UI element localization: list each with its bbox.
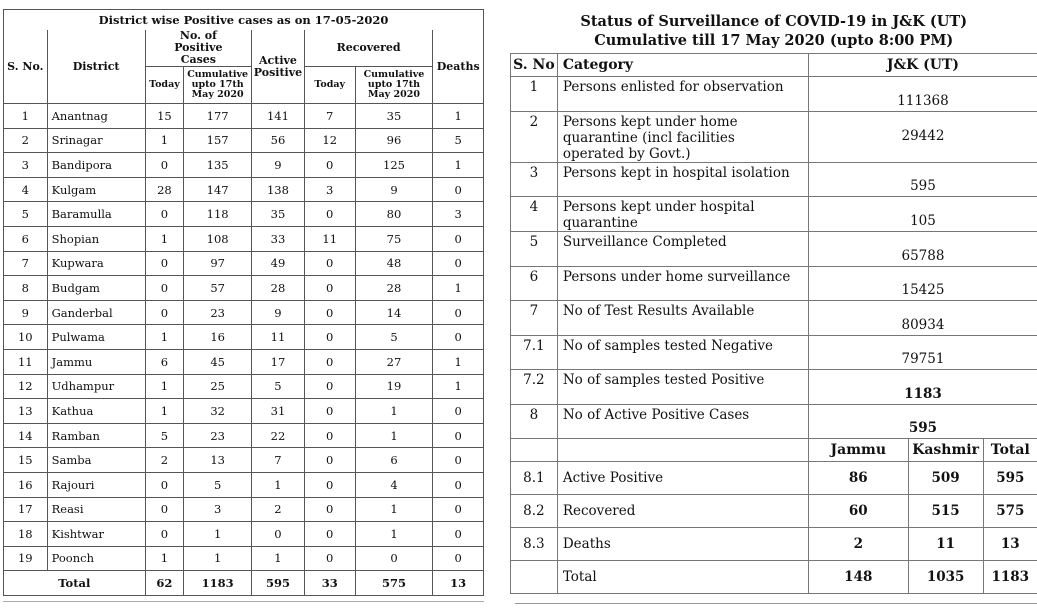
cell-today: 2 <box>145 448 184 473</box>
cell-sno: 10 <box>4 325 48 350</box>
cell-active: 22 <box>252 423 305 448</box>
cell-deaths: 0 <box>433 251 484 276</box>
header-jammu: Jammu <box>808 439 908 462</box>
list-item <box>511 197 1037 232</box>
row-sno: 4 <box>511 197 558 232</box>
cell-rec-today: 0 <box>304 374 355 399</box>
row-category: No of Test Results Available <box>557 301 808 336</box>
cell-rec-cum: 1 <box>355 423 433 448</box>
row-sno: 8 <box>511 404 558 439</box>
cell-district: Kupwara <box>47 251 145 276</box>
cell-deaths: 0 <box>433 423 484 448</box>
row-value: 595 <box>808 404 1037 439</box>
total-jammu: 148 <box>808 561 908 594</box>
cell-sno: 14 <box>4 423 48 448</box>
cell-today: 28 <box>145 177 184 202</box>
surveillance-title <box>511 9 1037 54</box>
table-row <box>4 325 484 350</box>
cell-district: Kishtwar <box>47 522 145 547</box>
cell-today: 0 <box>145 472 184 497</box>
header-rec-today: Today <box>304 67 355 104</box>
row-category: Persons enlisted for observation <box>557 77 808 112</box>
cell-district: Baramulla <box>47 202 145 227</box>
cell-active: 1 <box>252 546 305 571</box>
cell-district: Budgam <box>47 276 145 301</box>
row-category: No of samples tested Negative <box>557 335 808 370</box>
cell-rec-cum: 6 <box>355 448 433 473</box>
cell-rec-today: 0 <box>304 546 355 571</box>
blank-cell <box>511 561 558 594</box>
cell-active: 9 <box>252 300 305 325</box>
divider <box>515 603 1037 604</box>
cell-active: 11 <box>252 325 305 350</box>
row-value: 79751 <box>808 335 1037 370</box>
cell-rec-cum: 1 <box>355 522 433 547</box>
cell-sno: 9 <box>4 300 48 325</box>
list-item <box>511 370 1037 405</box>
total-active: 595 <box>252 571 305 596</box>
cell-today: 1 <box>145 546 184 571</box>
cell-deaths: 0 <box>433 177 484 202</box>
table-row <box>4 448 484 473</box>
blank-cell <box>511 439 558 462</box>
header-sno: S. No <box>511 54 558 77</box>
row-sno: 5 <box>511 232 558 267</box>
cell-active: 31 <box>252 399 305 424</box>
cell-active: 0 <box>252 522 305 547</box>
cell-today: 1 <box>145 374 184 399</box>
cell-district: Rajouri <box>47 472 145 497</box>
cell-active: 28 <box>252 276 305 301</box>
cell-rec-today: 11 <box>304 226 355 251</box>
cell-cumulative: 157 <box>184 128 252 153</box>
row-value: 595 <box>808 162 1037 197</box>
row-value: 65788 <box>808 232 1037 267</box>
cell-cumulative: 3 <box>184 497 252 522</box>
cell-jammu: 86 <box>808 462 908 495</box>
cell-today: 1 <box>145 226 184 251</box>
total-rec-today: 33 <box>304 571 355 596</box>
cell-sno: 17 <box>4 497 48 522</box>
cell-active: 1 <box>252 472 305 497</box>
row-category: Persons kept in hospital isolation <box>557 162 808 197</box>
row-category: Persons kept under home quarantine (incl facilities operated by Govt.) <box>557 111 808 162</box>
cell-sno: 13 <box>4 399 48 424</box>
row-value: 15425 <box>808 266 1037 301</box>
cell-deaths: 1 <box>433 104 484 129</box>
cell-district: Udhampur <box>47 374 145 399</box>
total-label: Total <box>557 561 808 594</box>
row-category: No of samples tested Positive <box>557 370 808 405</box>
cell-rec-today: 0 <box>304 448 355 473</box>
row-sno: 6 <box>511 266 558 301</box>
table-row <box>4 300 484 325</box>
cell-sno: 5 <box>4 202 48 227</box>
cell-rec-today: 0 <box>304 153 355 178</box>
cell-active: 33 <box>252 226 305 251</box>
cell-district: Pulwama <box>47 325 145 350</box>
total-today: 62 <box>145 571 184 596</box>
header-positive-cases: No. of Positive Cases <box>145 30 251 67</box>
row-sno: 1 <box>511 77 558 112</box>
header-sno: S. No. <box>4 30 48 104</box>
cell-total: 575 <box>983 495 1037 528</box>
cell-rec-cum: 48 <box>355 251 433 276</box>
list-item <box>511 335 1037 370</box>
row-category: Deaths <box>557 528 808 561</box>
cell-rec-cum: 80 <box>355 202 433 227</box>
cell-rec-cum: 14 <box>355 300 433 325</box>
cell-total: 13 <box>983 528 1037 561</box>
cell-cumulative: 177 <box>184 104 252 129</box>
total-row <box>511 561 1037 594</box>
cell-deaths: 1 <box>433 349 484 374</box>
cell-cumulative: 32 <box>184 399 252 424</box>
cell-active: 138 <box>252 177 305 202</box>
header-rec-cumulative: Cumulative upto 17th May 2020 <box>355 67 433 104</box>
row-category: Persons under home surveillance <box>557 266 808 301</box>
table-row <box>511 528 1037 561</box>
district-table-title: District wise Positive cases as on 17-05-2020 <box>4 10 484 31</box>
cell-rec-today: 0 <box>304 497 355 522</box>
row-sno: 3 <box>511 162 558 197</box>
header-district: District <box>47 30 145 104</box>
cell-active: 141 <box>252 104 305 129</box>
cell-deaths: 0 <box>433 472 484 497</box>
cell-deaths: 0 <box>433 497 484 522</box>
cell-active: 9 <box>252 153 305 178</box>
row-category: Recovered <box>557 495 808 528</box>
table-row <box>4 276 484 301</box>
table-row <box>4 202 484 227</box>
cell-cumulative: 23 <box>184 300 252 325</box>
cell-rec-cum: 5 <box>355 325 433 350</box>
cell-district: Anantnag <box>47 104 145 129</box>
row-sno: 7 <box>511 301 558 336</box>
total-row <box>4 571 484 596</box>
cell-sno: 6 <box>4 226 48 251</box>
row-category: Persons kept under hospital quarantine <box>557 197 808 232</box>
cell-cumulative: 118 <box>184 202 252 227</box>
cell-rec-cum: 75 <box>355 226 433 251</box>
cell-sno: 2 <box>4 128 48 153</box>
surveillance-title-line2: Cumulative till 17 May 2020 (upto 8:00 PM) <box>594 32 954 49</box>
row-value: 105 <box>808 197 1037 232</box>
cell-cumulative: 23 <box>184 423 252 448</box>
cell-rec-today: 0 <box>304 472 355 497</box>
cell-cumulative: 135 <box>184 153 252 178</box>
table-row <box>511 462 1037 495</box>
cell-sno: 11 <box>4 349 48 374</box>
cell-sno: 3 <box>4 153 48 178</box>
cell-sno: 4 <box>4 177 48 202</box>
cell-cumulative: 5 <box>184 472 252 497</box>
cell-today: 1 <box>145 128 184 153</box>
cell-rec-cum: 27 <box>355 349 433 374</box>
cell-today: 6 <box>145 349 184 374</box>
cell-district: Ramban <box>47 423 145 448</box>
header-jk-ut: J&K (UT) <box>808 54 1037 77</box>
cell-jammu: 60 <box>808 495 908 528</box>
cell-today: 0 <box>145 153 184 178</box>
blank-cell <box>557 439 808 462</box>
cell-rec-cum: 4 <box>355 472 433 497</box>
cell-cumulative: 97 <box>184 251 252 276</box>
total-total: 1183 <box>983 561 1037 594</box>
cell-rec-today: 0 <box>304 522 355 547</box>
cell-rec-cum: 96 <box>355 128 433 153</box>
cell-active: 2 <box>252 497 305 522</box>
cell-cumulative: 16 <box>184 325 252 350</box>
cell-kashmir: 509 <box>908 462 983 495</box>
row-value: 1183 <box>808 370 1037 405</box>
header-kashmir: Kashmir <box>908 439 983 462</box>
row-sno: 7.1 <box>511 335 558 370</box>
cell-active: 35 <box>252 202 305 227</box>
list-item <box>511 266 1037 301</box>
cell-district: Reasi <box>47 497 145 522</box>
total-cumulative: 1183 <box>184 571 252 596</box>
list-item <box>511 232 1037 267</box>
cell-deaths: 1 <box>433 153 484 178</box>
row-sno: 8.2 <box>511 495 558 528</box>
cell-sno: 1 <box>4 104 48 129</box>
table-row <box>4 104 484 129</box>
cell-district: Samba <box>47 448 145 473</box>
cell-rec-today: 3 <box>304 177 355 202</box>
cell-cumulative: 1 <box>184 546 252 571</box>
cell-rec-cum: 35 <box>355 104 433 129</box>
total-kashmir: 1035 <box>908 561 983 594</box>
cell-today: 1 <box>145 399 184 424</box>
cell-kashmir: 515 <box>908 495 983 528</box>
cell-sno: 12 <box>4 374 48 399</box>
cell-sno: 18 <box>4 522 48 547</box>
cell-rec-today: 7 <box>304 104 355 129</box>
total-rec-cum: 575 <box>355 571 433 596</box>
list-item <box>511 162 1037 197</box>
row-value: 29442 <box>808 111 1037 162</box>
district-table-body <box>4 104 484 596</box>
cell-active: 17 <box>252 349 305 374</box>
cell-rec-cum: 9 <box>355 177 433 202</box>
row-sno: 2 <box>511 111 558 162</box>
total-label: Total <box>4 571 146 596</box>
cell-district: Kulgam <box>47 177 145 202</box>
cell-today: 0 <box>145 202 184 227</box>
cell-district: Poonch <box>47 546 145 571</box>
cell-sno: 16 <box>4 472 48 497</box>
surveillance-table <box>510 9 1037 594</box>
cell-deaths: 0 <box>433 300 484 325</box>
table-row <box>4 128 484 153</box>
cell-sno: 7 <box>4 251 48 276</box>
cell-rec-today: 0 <box>304 349 355 374</box>
header-category: Category <box>557 54 808 77</box>
total-deaths: 13 <box>433 571 484 596</box>
cell-rec-today: 0 <box>304 202 355 227</box>
row-sno: 7.2 <box>511 370 558 405</box>
table-row <box>4 472 484 497</box>
table-row <box>4 153 484 178</box>
cell-deaths: 3 <box>433 202 484 227</box>
row-category: No of Active Positive Cases <box>557 404 808 439</box>
cell-sno: 15 <box>4 448 48 473</box>
cell-district: Bandipora <box>47 153 145 178</box>
table-row <box>4 522 484 547</box>
cell-today: 15 <box>145 104 184 129</box>
row-value: 80934 <box>808 301 1037 336</box>
table-row <box>511 495 1037 528</box>
cell-rec-today: 12 <box>304 128 355 153</box>
cell-jammu: 2 <box>808 528 908 561</box>
table-row <box>4 349 484 374</box>
cell-district: Ganderbal <box>47 300 145 325</box>
table-row <box>4 399 484 424</box>
cell-total: 595 <box>983 462 1037 495</box>
cell-district: Kathua <box>47 399 145 424</box>
cell-rec-cum: 0 <box>355 546 433 571</box>
header-cumulative: Cumulative upto 17th May 2020 <box>184 67 252 104</box>
cell-cumulative: 1 <box>184 522 252 547</box>
table-row <box>4 177 484 202</box>
header-recovered: Recovered <box>304 30 433 67</box>
table-row <box>4 374 484 399</box>
cell-deaths: 0 <box>433 325 484 350</box>
cell-deaths: 5 <box>433 128 484 153</box>
surveillance-title-line1: Status of Surveillance of COVID-19 in J&K (UT) <box>580 13 968 30</box>
cell-district: Jammu <box>47 349 145 374</box>
header-deaths: Deaths <box>433 30 484 104</box>
row-category: Surveillance Completed <box>557 232 808 267</box>
region-header-row <box>511 439 1037 462</box>
cell-cumulative: 45 <box>184 349 252 374</box>
cell-deaths: 1 <box>433 374 484 399</box>
cell-today: 0 <box>145 251 184 276</box>
header-total: Total <box>983 439 1037 462</box>
cell-cumulative: 13 <box>184 448 252 473</box>
cell-rec-cum: 1 <box>355 399 433 424</box>
cell-rec-today: 0 <box>304 423 355 448</box>
cell-rec-today: 0 <box>304 251 355 276</box>
cell-active: 49 <box>252 251 305 276</box>
cell-today: 0 <box>145 300 184 325</box>
cell-deaths: 0 <box>433 226 484 251</box>
cell-district: Srinagar <box>47 128 145 153</box>
cell-today: 0 <box>145 497 184 522</box>
cell-rec-today: 0 <box>304 300 355 325</box>
list-item <box>511 77 1037 112</box>
cell-rec-today: 0 <box>304 325 355 350</box>
cell-rec-cum: 1 <box>355 497 433 522</box>
cell-active: 56 <box>252 128 305 153</box>
cell-cumulative: 57 <box>184 276 252 301</box>
cell-today: 5 <box>145 423 184 448</box>
cell-deaths: 0 <box>433 522 484 547</box>
list-item <box>511 301 1037 336</box>
list-item <box>511 404 1037 439</box>
cell-active: 5 <box>252 374 305 399</box>
cell-today: 0 <box>145 522 184 547</box>
cell-today: 1 <box>145 325 184 350</box>
row-sno: 8.3 <box>511 528 558 561</box>
cell-deaths: 1 <box>433 276 484 301</box>
cell-rec-cum: 28 <box>355 276 433 301</box>
table-row <box>4 546 484 571</box>
cell-active: 7 <box>252 448 305 473</box>
table-row <box>4 497 484 522</box>
cell-deaths: 0 <box>433 399 484 424</box>
cell-rec-today: 0 <box>304 276 355 301</box>
cell-cumulative: 108 <box>184 226 252 251</box>
row-sno: 8.1 <box>511 462 558 495</box>
cell-sno: 8 <box>4 276 48 301</box>
cell-cumulative: 25 <box>184 374 252 399</box>
header-active-positive: Active Positive <box>252 30 305 104</box>
table-row <box>4 226 484 251</box>
cell-rec-cum: 19 <box>355 374 433 399</box>
list-item <box>511 111 1037 162</box>
row-value: 111368 <box>808 77 1037 112</box>
cell-rec-today: 0 <box>304 399 355 424</box>
cell-district: Shopian <box>47 226 145 251</box>
table-row <box>4 423 484 448</box>
header-today: Today <box>145 67 184 104</box>
table-row <box>4 251 484 276</box>
cell-cumulative: 147 <box>184 177 252 202</box>
divider <box>3 601 484 602</box>
cell-deaths: 0 <box>433 546 484 571</box>
cell-deaths: 0 <box>433 448 484 473</box>
row-category: Active Positive <box>557 462 808 495</box>
cell-today: 0 <box>145 276 184 301</box>
cell-kashmir: 11 <box>908 528 983 561</box>
cell-rec-cum: 125 <box>355 153 433 178</box>
cell-sno: 19 <box>4 546 48 571</box>
district-cases-table <box>3 9 484 596</box>
